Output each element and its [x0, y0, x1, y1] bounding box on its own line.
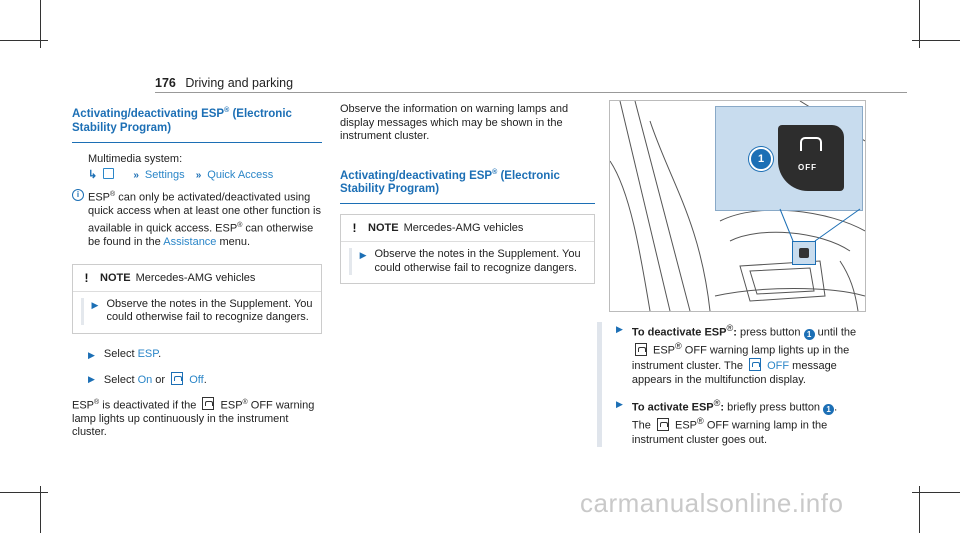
info-icon: i: [72, 189, 84, 201]
nav-path: [72, 168, 322, 183]
esp-off-icon: [635, 343, 647, 356]
step-activate: ▶ To activate ESP®: briefly press button 1 . The ESP® OFF warning lamp in the instrument cluster goes out.: [616, 398, 838, 446]
page-number: 176: [155, 76, 176, 90]
callout-1: 1: [749, 147, 773, 171]
info-note: i ESP® can only be activated/deactivated using quick access when at least one other function is available in quick access. ESP® can otherwise be found in the Assistance menu.: [72, 188, 322, 249]
note-bar: [349, 248, 352, 275]
column-3: [597, 100, 867, 453]
esp-off-icon: [202, 397, 214, 410]
note-box: [340, 214, 595, 284]
crop-mark: [912, 40, 960, 41]
crop-mark: [0, 492, 48, 493]
step-deactivate: ▶ To deactivate ESP®: press button 1 until the ESP® OFF warning lamp lights up in the instrument cluster. The OFF message appears in the multifunction display.: [616, 323, 857, 386]
console-figure: [609, 100, 866, 312]
step-select-on-off: ▶ Select On or Off.: [88, 374, 207, 387]
esp-off-icon: [171, 372, 183, 385]
number-1-badge: 1: [804, 329, 815, 340]
esp-off-icon: [749, 358, 761, 371]
page-header: [155, 76, 293, 90]
bullet-triangle-icon: ▶: [88, 349, 95, 360]
crop-mark: [912, 492, 960, 493]
header-rule: [155, 92, 907, 93]
bullet-triangle-icon: ▶: [616, 324, 623, 334]
section-title: Driving and parking: [185, 76, 294, 90]
bullet-triangle-icon: ▶: [91, 299, 99, 310]
crop-mark: [919, 486, 920, 533]
note-header: [341, 215, 594, 242]
note-body: ▶ Observe the notes in the Supplement. You could otherwise fail to recognize dangers.: [73, 292, 321, 333]
heading-rule: [340, 203, 595, 204]
section-heading: Activating/deactivating ESP® (Electronic Stability Program): [72, 107, 292, 134]
skidding-car-icon: [800, 137, 822, 151]
double-chevron-icon: »: [133, 170, 139, 182]
heading-rule: [72, 142, 322, 143]
note-bar: [81, 298, 84, 325]
column-2: [340, 100, 595, 298]
nav-settings[interactable]: Settings: [144, 169, 185, 182]
exclamation-icon: !: [352, 221, 357, 236]
esp-link[interactable]: ESP: [137, 347, 159, 360]
esp-off-button[interactable]: [778, 125, 844, 191]
intro-text: Multimedia system:: [88, 152, 183, 165]
note-title: Mercedes-AMG vehicles: [135, 271, 256, 284]
column-1: [72, 100, 322, 440]
bullet-triangle-icon: ▶: [616, 399, 623, 410]
result-text: ESP® is deactivated if the ESP® OFF warning lamp lights up continuously in the instrument cluster.: [72, 398, 315, 439]
note-label: NOTE: [368, 222, 399, 235]
intro-text: Observe the information on warning lamps and display messages which may be shown in the instrument cluster.: [340, 103, 569, 142]
home-icon[interactable]: [103, 168, 114, 179]
crop-mark: [40, 486, 41, 533]
note-body: ▶ Observe the notes in the Supplement. You could otherwise fail to recognize dangers.: [341, 242, 594, 283]
nav-arrow-icon: ↳: [88, 169, 98, 182]
watermark: carmanualsonline.info: [580, 488, 844, 518]
button-closeup-inset: [715, 106, 863, 211]
bullet-triangle-icon: ▶: [88, 374, 95, 385]
esp-off-icon: [657, 418, 669, 431]
note-box: [72, 264, 322, 334]
note-label: NOTE: [100, 271, 131, 284]
exclamation-icon: !: [84, 270, 89, 285]
bullet-triangle-icon: ▶: [359, 250, 367, 261]
procedure-steps: [597, 322, 867, 447]
assistance-link[interactable]: Assistance: [163, 236, 217, 249]
nav-quick-access[interactable]: Quick Access: [207, 169, 274, 182]
crop-mark: [0, 40, 48, 41]
step-select-esp: ▶ Select ESP.: [72, 348, 322, 363]
number-1-badge: 1: [823, 404, 834, 415]
off-message: OFF: [767, 360, 790, 373]
double-chevron-icon: »: [195, 170, 202, 182]
note-header: [73, 265, 321, 292]
off-link[interactable]: Off: [189, 374, 204, 387]
note-title: Mercedes-AMG vehicles: [403, 222, 524, 235]
section-heading: Activating/deactivating ESP® (Electronic Stability Program): [340, 168, 560, 196]
on-link[interactable]: On: [137, 374, 153, 387]
console-button-location: [792, 241, 816, 265]
button-off-label: OFF: [798, 163, 817, 172]
